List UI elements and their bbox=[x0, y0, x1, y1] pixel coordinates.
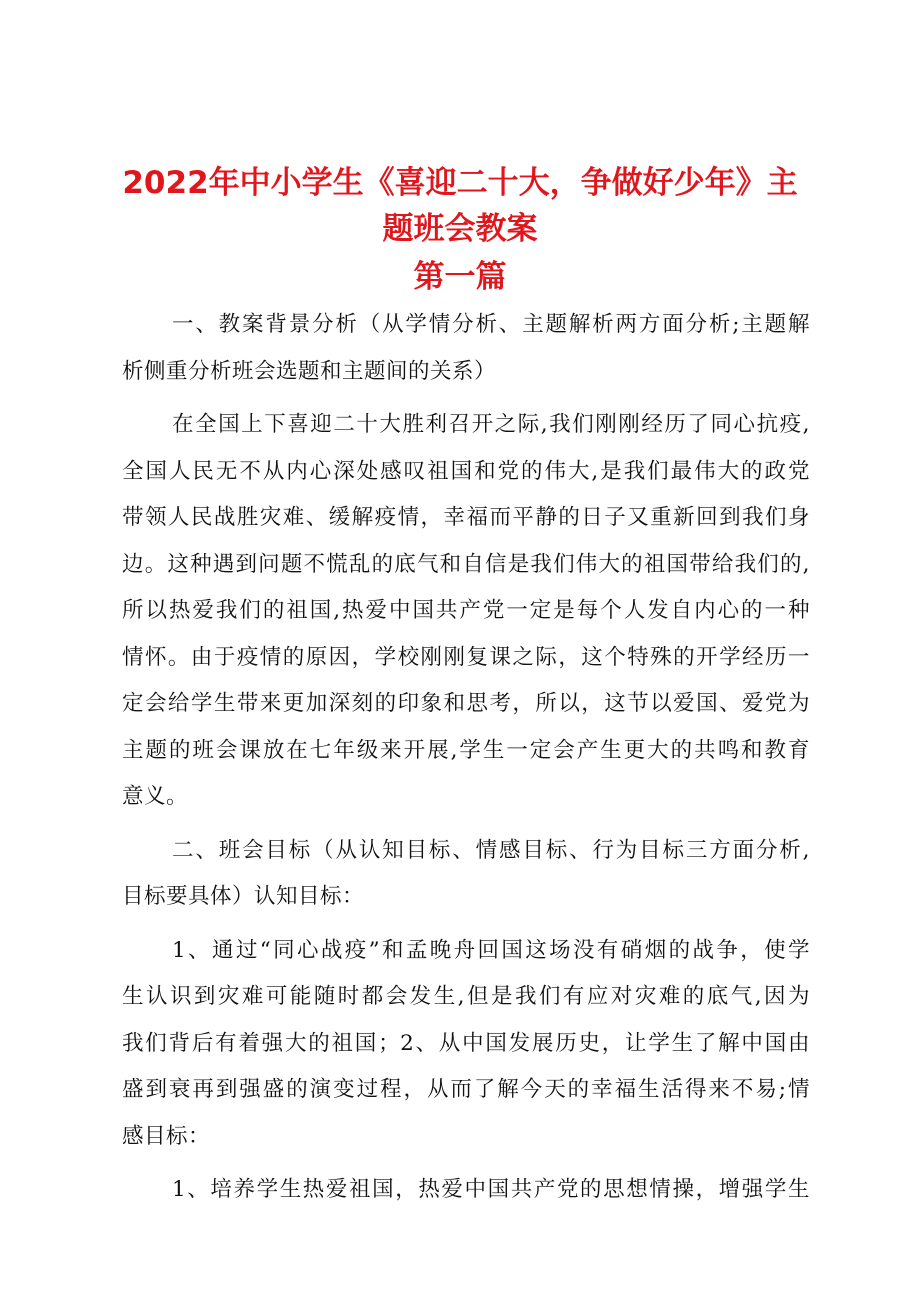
paragraph-background-heading bbox=[122, 302, 810, 395]
text-line: 一、教案背景分析（从学情分析、主题解析两方面分析;主题解 bbox=[172, 312, 810, 337]
text-line: 1、通过“同心战疫”和孟晚舟回国这场没有硝烟的战争，使学 bbox=[172, 937, 810, 963]
text-line: 盛到衰再到强盛的演变过程，从而了解今天的幸福生活得来不易;情 bbox=[122, 1077, 810, 1102]
text-line: 全国人民无不从内心深处感叹祖国和党的伟大,是我们最伟大的政党 bbox=[122, 458, 810, 484]
text-line: 情怀。由于疫情的原因，学校刚刚复课之际，这个特殊的开学经历一 bbox=[122, 644, 810, 670]
text-line: 1、培养学生热爱祖国，热爱中国共产党的思想情操，增强学生 bbox=[172, 1177, 810, 1202]
text-line: 所以热爱我们的祖国,热爱中国共产党一定是每个人发自内心的一种 bbox=[122, 598, 810, 623]
paragraph-background-body bbox=[122, 402, 810, 821]
section-title: 第一篇 bbox=[413, 259, 507, 295]
document-title-line-1: 2022年中小学生《喜迎二十大，争做好少年》主 bbox=[122, 165, 798, 201]
paragraph-goals-heading bbox=[122, 828, 810, 921]
text-line: 感目标： bbox=[122, 1123, 211, 1149]
text-line: 生认识到灾难可能随时都会发生,但是我们有应对灾难的底气,因为 bbox=[122, 984, 810, 1009]
text-line: 二、班会目标（从认知目标、情感目标、行为目标三方面分析, bbox=[172, 837, 810, 863]
paragraph-emotion-goal-1 bbox=[122, 1167, 810, 1214]
document-body bbox=[122, 302, 810, 1221]
text-line: 在全国上下喜迎二十大胜利召开之际,我们刚刚经历了同心抗疫, bbox=[172, 412, 810, 437]
text-line: 定会给学生带来更加深刻的印象和思考，所以，这节以爱国、爱党为 bbox=[122, 691, 810, 716]
text-line: 析侧重分析班会选题和主题间的关系） bbox=[122, 358, 497, 384]
text-line: 主题的班会课放在七年级来开展,学生一定会产生更大的共鸣和教育 bbox=[122, 737, 810, 763]
document-title-line-2: 题班会教案 bbox=[382, 211, 538, 247]
text-line: 边。这种遇到问题不慌乱的底气和自信是我们伟大的祖国带给我们的, bbox=[122, 551, 810, 577]
text-line: 意义。 bbox=[122, 784, 189, 809]
text-line: 带领人民战胜灾难、缓解疫情，幸福而平静的日子又重新回到我们身 bbox=[122, 505, 810, 530]
text-line: 目标要具体）认知目标： bbox=[122, 884, 365, 909]
paragraph-goal-1 bbox=[122, 928, 810, 1161]
text-line: 我们背后有着强大的祖国；2、从中国发展历史，让学生了解中国由 bbox=[122, 1030, 810, 1056]
